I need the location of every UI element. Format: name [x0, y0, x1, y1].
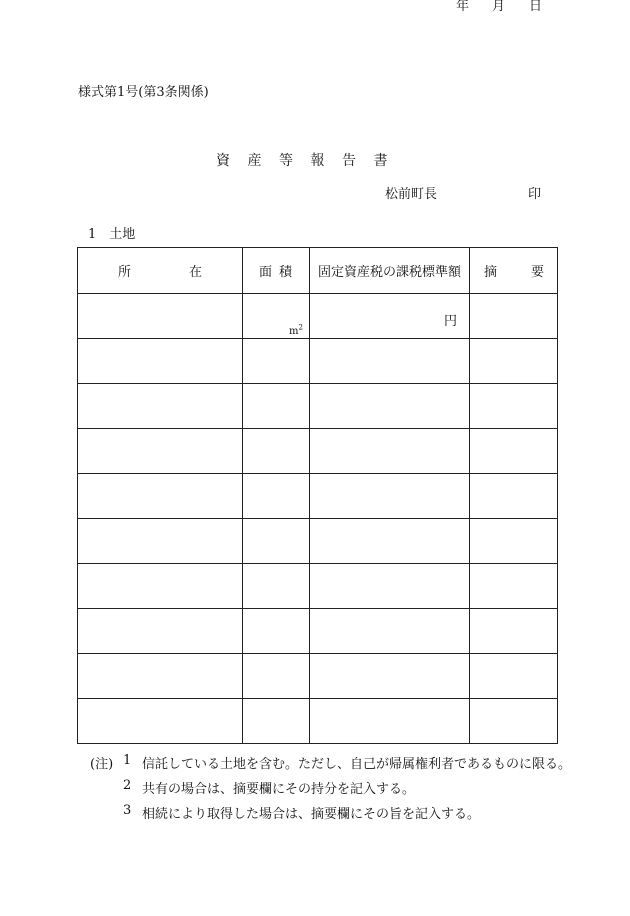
date-month-label: 月	[492, 0, 506, 14]
date-day-label: 日	[529, 0, 543, 14]
cell-location[interactable]	[78, 609, 243, 654]
cell-tax-base[interactable]	[310, 654, 470, 699]
table-row	[78, 699, 558, 744]
cell-tax-base[interactable]	[310, 519, 470, 564]
notes-tag: (注)	[90, 757, 114, 772]
cell-location[interactable]	[78, 384, 243, 429]
cell-location[interactable]	[78, 339, 243, 384]
table-header-row	[78, 248, 558, 294]
cell-remarks[interactable]	[470, 564, 558, 609]
header-tax-base-text: 固定資産税の課税標準額	[317, 265, 461, 280]
form-label: 様式第1号(第3条関係)	[78, 85, 209, 100]
cell-remarks[interactable]	[470, 384, 558, 429]
note-number: 2	[123, 778, 132, 793]
section-heading: 1 土地	[88, 227, 136, 242]
land-table	[77, 247, 558, 744]
date-year-label: 年	[456, 0, 470, 14]
note-text: 信託している土地を含む。ただし、自己が帰属権利者であるものに限る。	[142, 757, 572, 772]
cell-remarks[interactable]	[470, 429, 558, 474]
header-area	[243, 248, 310, 294]
cell-area[interactable]	[243, 384, 310, 429]
area-unit	[289, 310, 303, 337]
cell-tax-base[interactable]	[310, 294, 470, 339]
cell-tax-base[interactable]	[310, 474, 470, 519]
cell-tax-base[interactable]	[310, 384, 470, 429]
cell-location[interactable]	[78, 654, 243, 699]
cell-area[interactable]	[243, 609, 310, 654]
cell-location[interactable]	[78, 294, 243, 339]
header-remarks	[470, 248, 558, 294]
yen-unit: 円	[443, 314, 457, 329]
cell-tax-base[interactable]	[310, 429, 470, 474]
note-number: 1	[123, 753, 132, 768]
cell-area[interactable]	[243, 654, 310, 699]
note-text: 相続により取得した場合は、摘要欄にその旨を記入する。	[142, 807, 481, 822]
cell-location[interactable]	[78, 429, 243, 474]
cell-remarks[interactable]	[470, 519, 558, 564]
note-number: 3	[123, 803, 132, 818]
note-text: 共有の場合は、摘要欄にその持分を記入する。	[142, 782, 416, 797]
table-row	[78, 384, 558, 429]
table-row	[78, 474, 558, 519]
table-row	[78, 564, 558, 609]
cell-area[interactable]	[243, 429, 310, 474]
cell-location[interactable]	[78, 519, 243, 564]
header-area-part-1: 面	[259, 265, 273, 280]
cell-tax-base[interactable]	[310, 609, 470, 654]
header-location	[78, 248, 243, 294]
recipient-label: 松前町長	[385, 187, 438, 202]
cell-remarks[interactable]	[470, 654, 558, 699]
cell-area[interactable]	[243, 519, 310, 564]
table-row	[78, 519, 558, 564]
cell-location[interactable]	[78, 699, 243, 744]
header-location-part-1: 所	[118, 265, 132, 280]
table-row	[78, 339, 558, 384]
header-tax-base	[310, 248, 470, 294]
cell-area[interactable]	[243, 294, 310, 339]
cell-remarks[interactable]	[470, 294, 558, 339]
cell-tax-base[interactable]	[310, 699, 470, 744]
table-row	[78, 294, 558, 339]
table-row	[78, 429, 558, 474]
cell-location[interactable]	[78, 564, 243, 609]
document-title: 資産等報告書	[216, 153, 405, 169]
header-remarks-part-2: 要	[530, 265, 544, 280]
cell-tax-base[interactable]	[310, 564, 470, 609]
cell-remarks[interactable]	[470, 609, 558, 654]
cell-area[interactable]	[243, 339, 310, 384]
seal-mark: 印	[528, 187, 542, 202]
cell-location[interactable]	[78, 474, 243, 519]
header-remarks-part-1: 摘	[484, 265, 498, 280]
cell-area[interactable]	[243, 474, 310, 519]
cell-remarks[interactable]	[470, 474, 558, 519]
header-area-part-2: 積	[278, 265, 292, 280]
cell-area[interactable]	[243, 564, 310, 609]
header-location-part-2: 在	[188, 265, 202, 280]
area-unit-base: m	[289, 326, 299, 337]
cell-remarks[interactable]	[470, 339, 558, 384]
table-row	[78, 609, 558, 654]
cell-remarks[interactable]	[470, 699, 558, 744]
table-row	[78, 654, 558, 699]
area-unit-superscript: 2	[298, 323, 303, 332]
cell-tax-base[interactable]	[310, 339, 470, 384]
cell-area[interactable]	[243, 699, 310, 744]
